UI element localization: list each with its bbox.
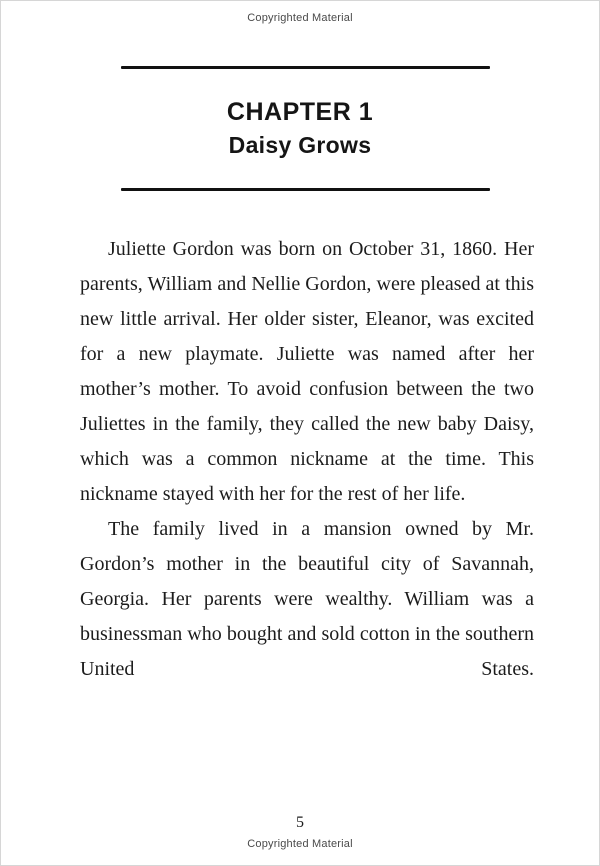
page-number: 5 bbox=[296, 814, 304, 831]
chapter-label: CHAPTER 1 bbox=[226, 98, 374, 126]
paragraph-1: Juliette Gordon was born on October 31, 1860. Her parents, William and Nellie Gordon, were pleased at this new little arrival. Her older sister, Eleanor, was excited for a new playmate. Juliette was named after her mother’s mother. To avoid confusion between the two Juliettes in the family, they called the new baby Daisy, which was a common nickname at the time. This nickname stayed with her for the rest of her life. bbox=[80, 238, 534, 505]
body-text bbox=[80, 232, 534, 687]
chapter-title: Daisy Grows bbox=[228, 132, 372, 158]
copyright-notice-bottom: Copyrighted Material bbox=[247, 838, 353, 850]
divider-rule-top bbox=[121, 66, 490, 69]
divider-rule-bottom bbox=[121, 188, 490, 191]
copyright-notice-top: Copyrighted Material bbox=[247, 12, 353, 24]
paragraph-2: The family lived in a mansion owned by Mr. Gordon’s mother in the beautiful city of Savannah, Georgia. Her parents were wealthy. William was a businessman who bought and sold cotton in the southern United States. bbox=[80, 518, 534, 680]
